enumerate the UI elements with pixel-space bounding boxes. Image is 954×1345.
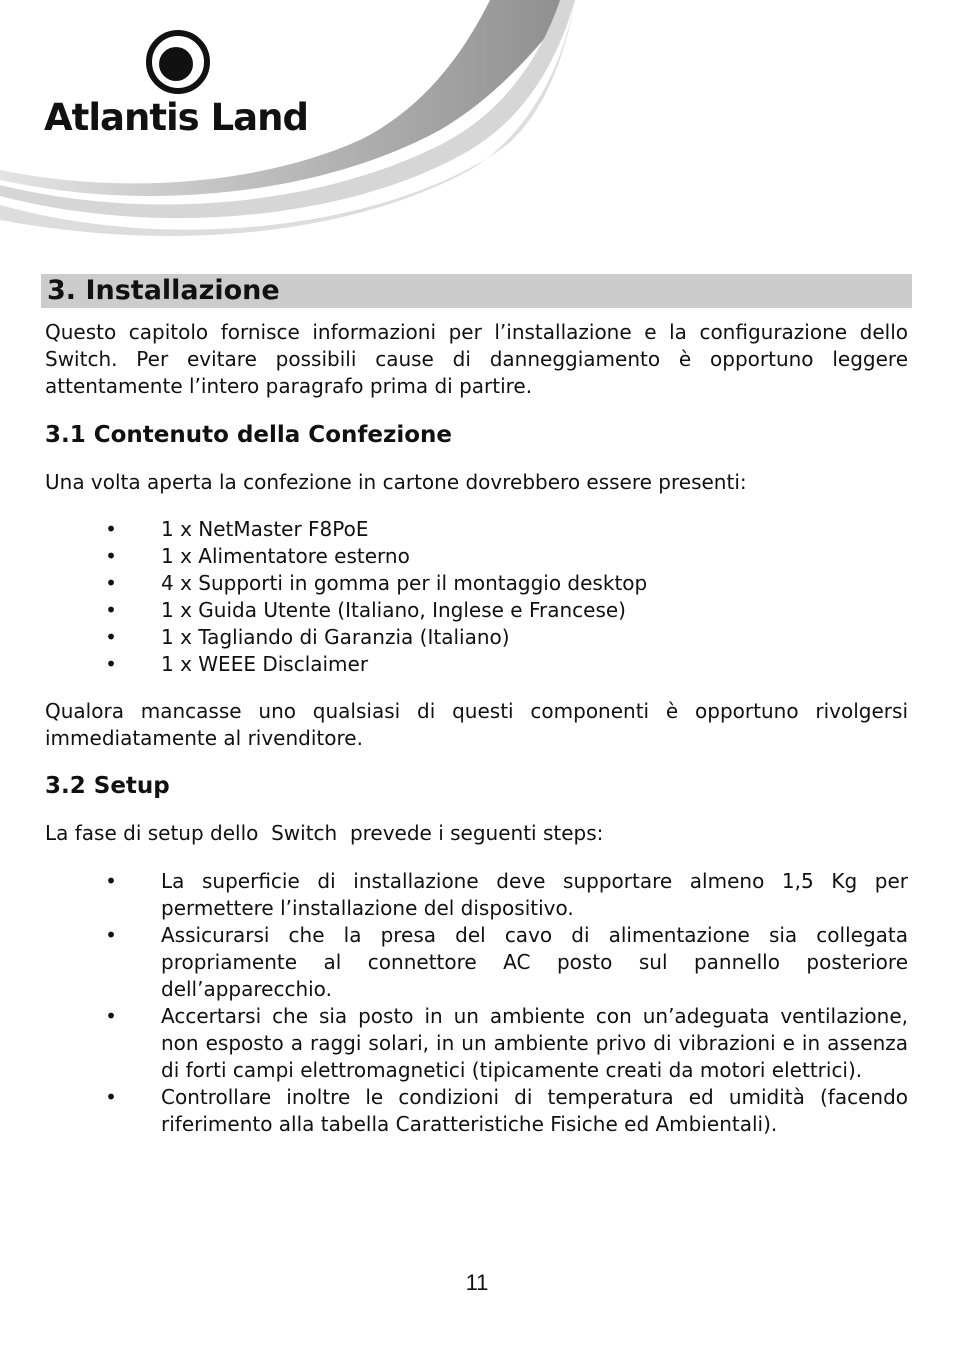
list-item-text: Controllare inoltre le condizioni di temperatura ed umidità (facendo riferimento alla tabella Caratteristiche Fisiche ed Ambientali).	[161, 1085, 908, 1136]
list-item	[0, 597, 908, 624]
bullet-icon: •	[105, 571, 117, 595]
list-item	[0, 651, 908, 678]
list-item	[0, 1003, 908, 1084]
list-item-text: La superficie di installazione deve supportare almeno 1,5 Kg per permettere l’installazione del dispositivo.	[161, 869, 908, 920]
list-item-text: 1 x Alimentatore esterno	[161, 544, 410, 568]
setup-heading: 3.2 Setup	[45, 773, 170, 799]
setup-list	[0, 868, 954, 1138]
contents-heading: 3.1 Contenuto della Confezione	[45, 422, 453, 448]
bullet-icon: •	[105, 923, 117, 947]
bullet-icon: •	[105, 1085, 117, 1109]
section-title: 3. Installazione	[41, 274, 912, 308]
list-item	[0, 868, 908, 922]
list-item	[0, 516, 908, 543]
atlantis-land-logo	[44, 30, 314, 145]
bullet-icon: •	[105, 869, 117, 893]
contents-list	[0, 516, 954, 678]
page-number: 11	[465, 1270, 489, 1295]
section-intro: Questo capitolo fornisce informazioni per l’installazione e la configurazione dello Switch. Per evitare possibili cause di danneggiamento è opportuno leggere attentamente l’intero paragrafo prima di partire.	[45, 320, 908, 398]
logo-circle-icon	[146, 30, 210, 94]
contents-lead: Una volta aperta la confezione in cartone dovrebbero essere presenti:	[45, 470, 747, 494]
list-item	[0, 1084, 908, 1138]
setup-lead: La fase di setup dello Switch prevede i seguenti steps:	[45, 821, 604, 845]
bullet-icon: •	[105, 1004, 117, 1028]
list-item-text: 4 x Supporti in gomma per il montaggio desktop	[161, 571, 648, 595]
bullet-icon: •	[105, 517, 117, 541]
list-item-text: 1 x Tagliando di Garanzia (Italiano)	[161, 625, 510, 649]
list-item-text: 1 x NetMaster F8PoE	[161, 517, 369, 541]
list-item-text: Assicurarsi che la presa del cavo di alimentazione sia collegata propriamente al connettore AC posto sul pannello posteriore dell’apparecchio.	[161, 923, 908, 1001]
list-item-text: Accertarsi che sia posto in un ambiente con un’adeguata ventilazione, non esposto a raggi solari, in un ambiente privo di vibrazioni e in assenza di forti campi elettromagnetici (tipicamente creati da motori elettrici).	[161, 1004, 908, 1082]
bullet-icon: •	[105, 652, 117, 676]
bullet-icon: •	[105, 598, 117, 622]
list-item-text: 1 x Guida Utente (Italiano, Inglese e Francese)	[161, 598, 626, 622]
bullet-icon: •	[105, 544, 117, 568]
list-item	[0, 624, 908, 651]
bullet-icon: •	[105, 625, 117, 649]
list-item	[0, 570, 908, 597]
list-item	[0, 922, 908, 1003]
logo-wordmark: Atlantis Land	[44, 96, 308, 139]
contents-note: Qualora mancasse uno qualsiasi di questi componenti è opportuno rivolgersi immediatamente al rivenditore.	[45, 699, 908, 750]
list-item-text: 1 x WEEE Disclaimer	[161, 652, 369, 676]
list-item	[0, 543, 908, 570]
